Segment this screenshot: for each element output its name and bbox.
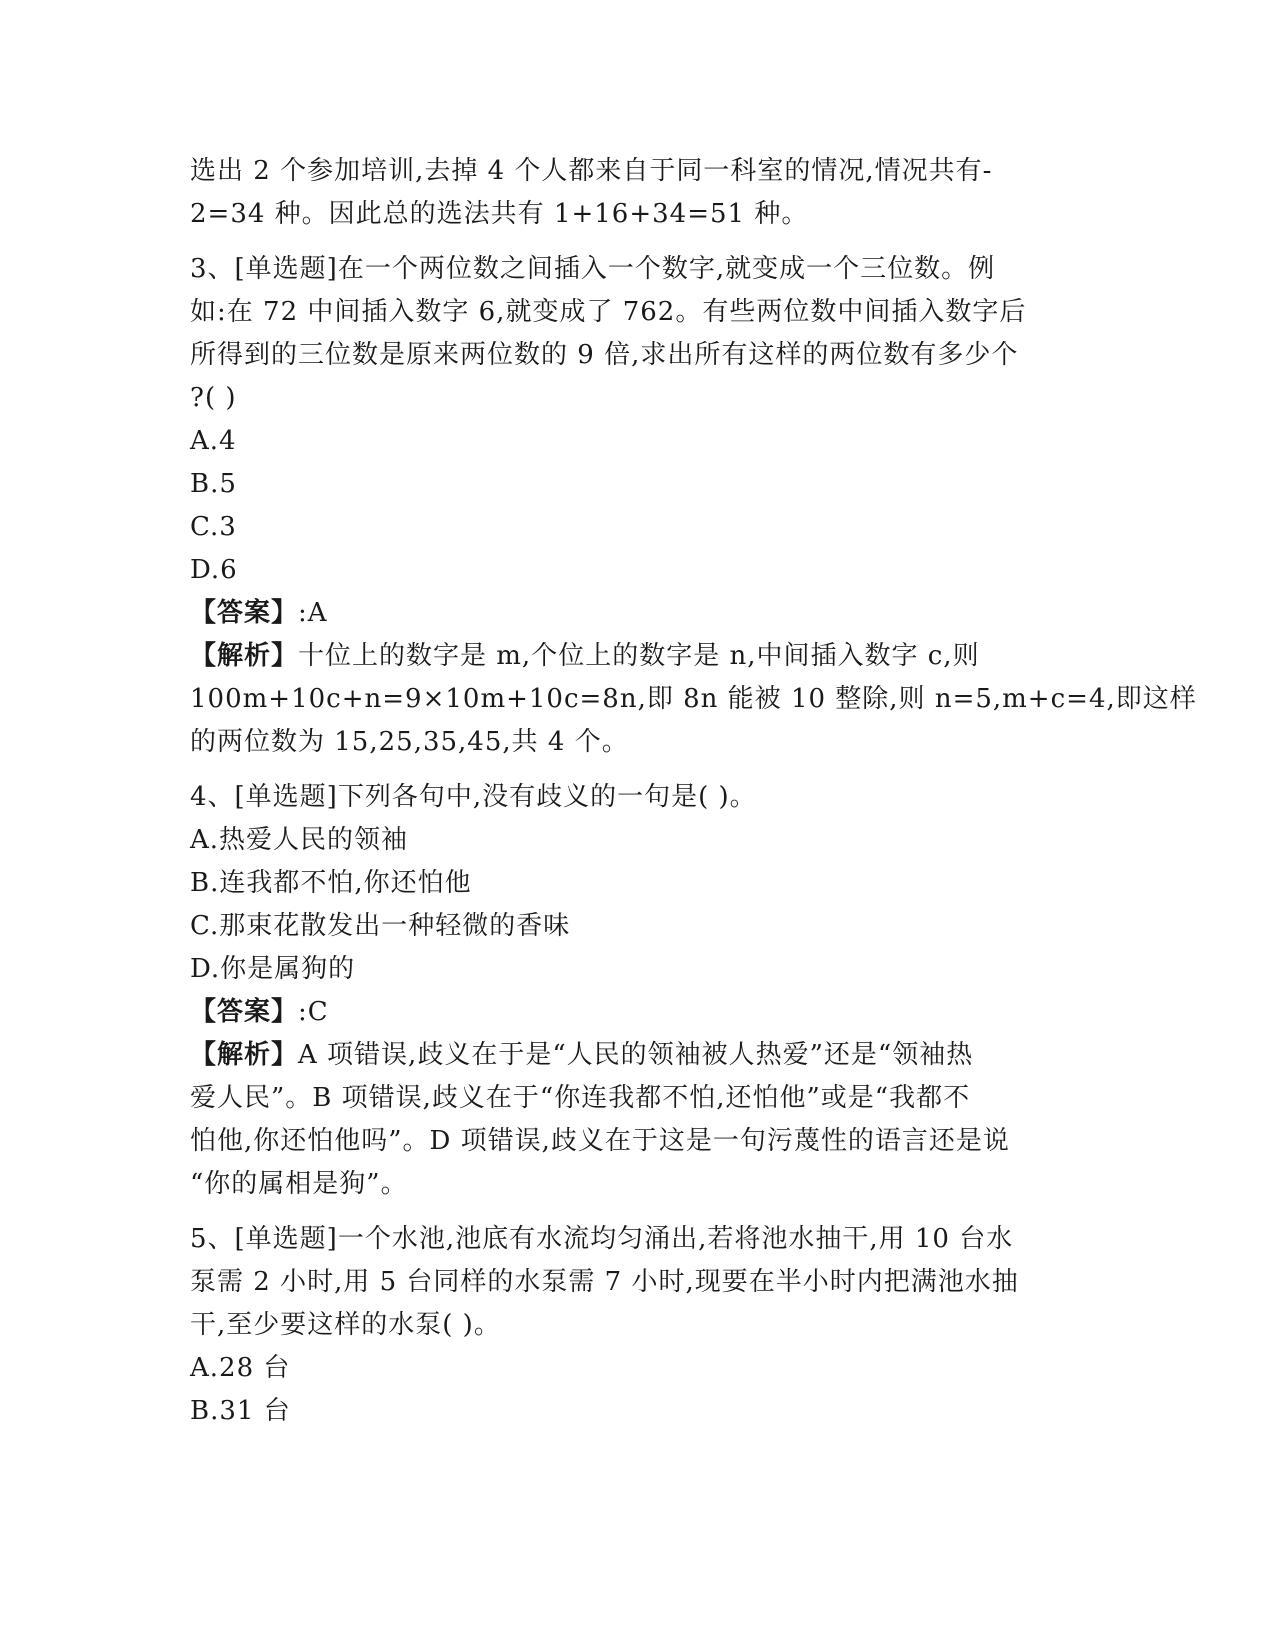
analysis-line: 怕他,你还怕他吗”。D 项错误,歧义在于这是一句污蔑性的语言还是说 xyxy=(190,1126,1010,1156)
answer-line xyxy=(190,991,1090,1034)
question-3 xyxy=(190,248,1197,764)
option-a: A.4 xyxy=(190,426,237,456)
option-b: B.5 xyxy=(190,469,237,499)
answer-label: 【答案】 xyxy=(190,997,299,1027)
question-stem-line: 5、[单选题]一个水池,池底有水流均匀涌出,若将池水抽干,用 10 台水 xyxy=(190,1224,1014,1254)
question-stem-line: 泵需 2 小时,用 5 台同样的水泵需 7 小时,现要在半小时内把满池水抽 xyxy=(190,1267,1019,1297)
answer-line xyxy=(190,592,1090,635)
analysis-line xyxy=(190,635,1090,678)
answer-value: :A xyxy=(298,598,328,628)
question-stem-line: 如:在 72 中间插入数字 6,就变成了 762。有些两位数中间插入数字后 xyxy=(190,297,1027,327)
option-b: B.31 台 xyxy=(190,1396,291,1426)
analysis-line xyxy=(190,1034,1090,1077)
option-a: A.28 台 xyxy=(190,1353,291,1383)
analysis-text: A 项错误,歧义在于是“人民的领袖被人热爱”还是“领袖热 xyxy=(298,1040,974,1070)
option-c: C.那束花散发出一种轻微的香味 xyxy=(190,911,571,941)
intro-line: 选出 2 个参加培训,去掉 4 个人都来自于同一科室的情况,情况共有- xyxy=(190,156,993,186)
option-a: A.热爱人民的领袖 xyxy=(190,825,409,855)
analysis-line: “你的属相是狗”。 xyxy=(190,1169,408,1199)
option-b: B.连我都不怕,你还怕他 xyxy=(190,868,472,898)
answer-label: 【答案】 xyxy=(190,598,299,628)
option-d: D.你是属狗的 xyxy=(190,954,356,984)
question-stem-line: 干,至少要这样的水泵( )。 xyxy=(190,1310,501,1340)
intro-line: 2=34 种。因此总的选法共有 1+16+34=51 种。 xyxy=(190,199,809,229)
question-stem-line: ?( ) xyxy=(190,383,237,413)
answer-value: :C xyxy=(298,997,329,1027)
analysis-line: 爱人民”。B 项错误,歧义在于“你连我都不怕,还怕他”或是“我都不 xyxy=(190,1083,971,1113)
analysis-text: 十位上的数字是 m,个位上的数字是 n,中间插入数字 c,则 xyxy=(298,641,980,671)
document-page xyxy=(190,150,1197,1433)
question-4 xyxy=(190,776,1090,1206)
analysis-line: 的两位数为 15,25,35,45,共 4 个。 xyxy=(190,727,629,757)
question-stem-line: 3、[单选题]在一个两位数之间插入一个数字,就变成一个三位数。例 xyxy=(190,254,996,284)
option-d: D.6 xyxy=(190,555,238,585)
question-stem-line: 所得到的三位数是原来两位数的 9 倍,求出所有这样的两位数有多少个 xyxy=(190,340,1019,370)
analysis-line: 100m+10c+n=9×10m+10c=8n,即 8n 能被 10 整除,则 n=5,m+c=4,即这样 xyxy=(190,684,1197,714)
question-5 xyxy=(190,1218,1090,1433)
option-c: C.3 xyxy=(190,512,237,542)
question-stem-line: 4、[单选题]下列各句中,没有歧义的一句是( )。 xyxy=(190,782,757,812)
intro-paragraph xyxy=(190,150,1090,236)
analysis-label: 【解析】 xyxy=(190,641,299,671)
analysis-label: 【解析】 xyxy=(190,1040,299,1070)
